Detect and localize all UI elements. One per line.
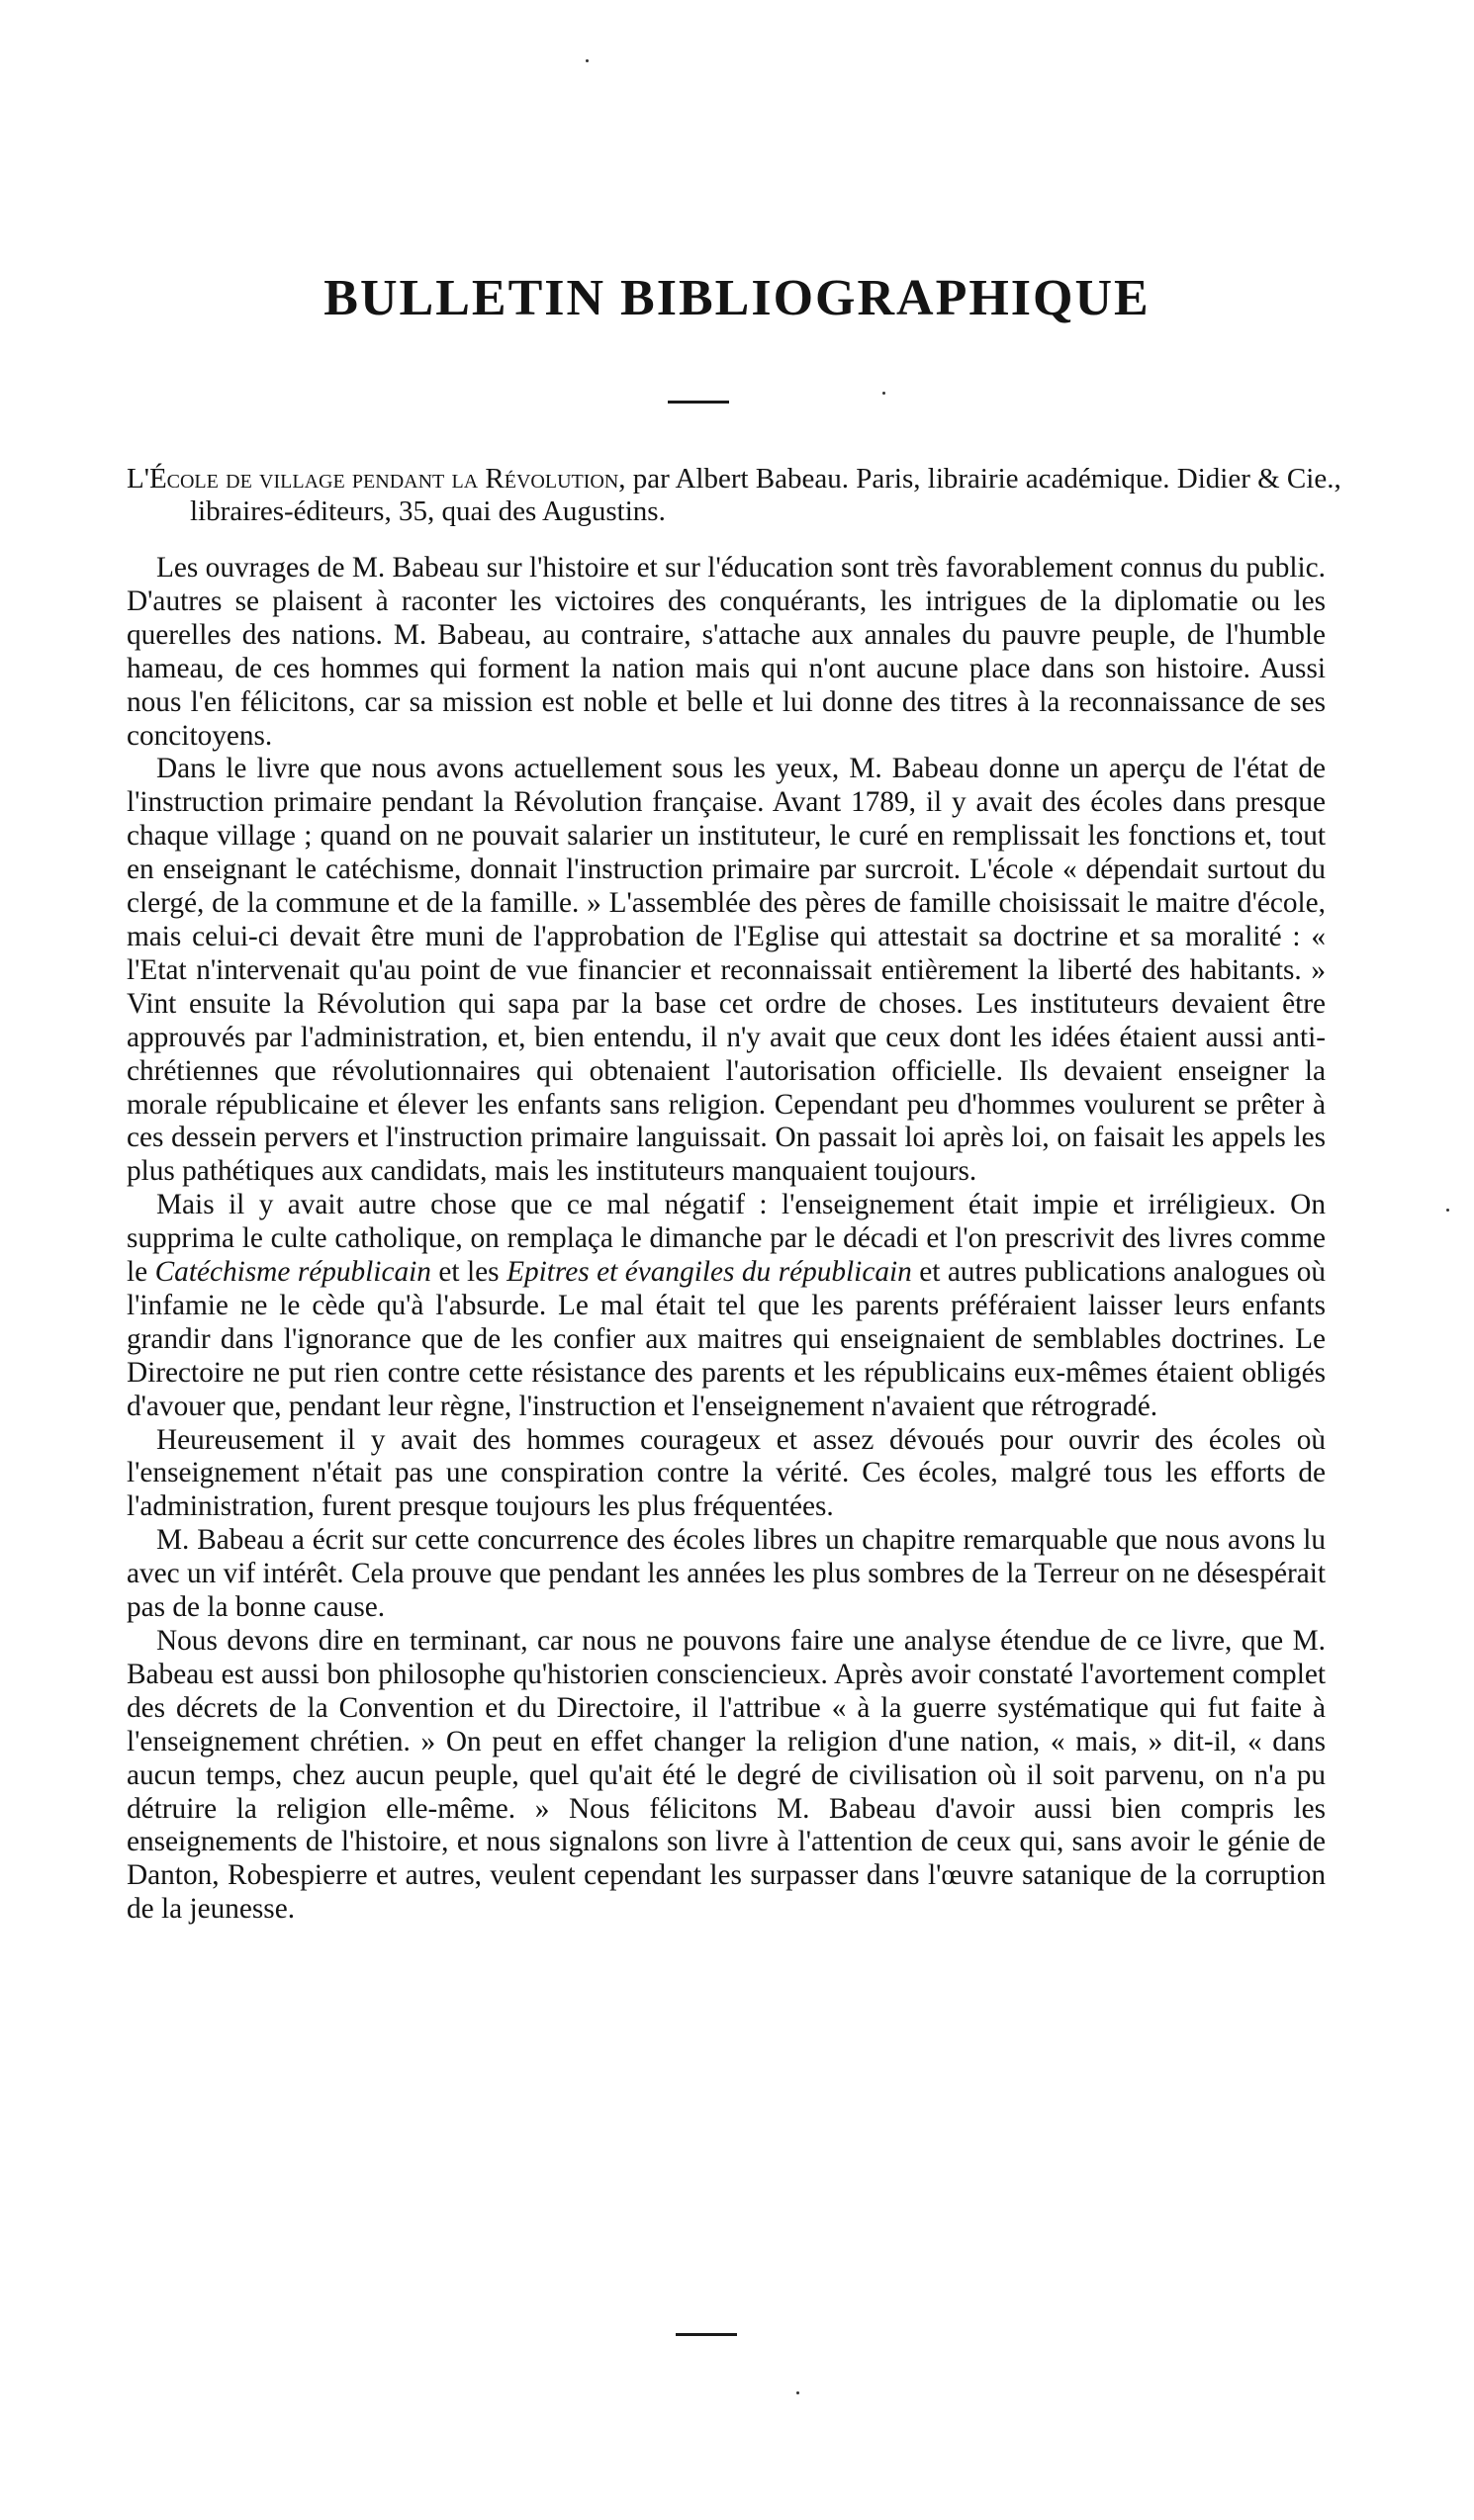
paragraph-text: et les [430,1256,507,1289]
end-divider [676,2333,737,2336]
review-paragraph: Heureusement il y avait des hommes courageux et assez dévoués pour ouvrir des écoles où l'enseignement n'était pas une conspiration contre la vérité. Ces écoles, malgré tous les efforts de l'administration, furent presque toujours les plus fréquentées. [127,1423,1326,1523]
title-divider [668,401,729,404]
review-paragraph: M. Babeau a écrit sur cette concurrence des écoles libres un chapitre remarquable que nous avons lu avec un vif intérêt. Cela prouve que pendant les années les plus sombres de la Terreur on ne désespérait pas de la bonne cause. [127,1524,1326,1624]
page-speck [796,2391,799,2394]
page-title: BULLETIN BIBLIOGRAPHIQUE [323,270,1151,326]
review-paragraph: Nous devons dire en terminant, car nous ne pouvons faire une analyse étendue de ce livre, que M. Babeau est aussi bon philosophe qu'historien consciencieux. Après avoir constaté l'avortement complet des décrets de la Convention et du Directoire, il l'attribue « à la guerre systématique qui fut faite à l'enseignement chrétien. » On peut en effet changer la religion d'une nation, « mais, » dit-il, « dans aucun temps, chez aucun peuple, quel qu'ait été le degré de civilisation où il soit parvenu, on n'a pu détruire la religion elle-même. » Nous félicitons M. Babeau d'avoir aussi bien compris les enseignements de l'histoire, et nous signalons son livre à l'attention de ceux qui, sans avoir le génie de Danton, Robespierre et autres, veulent cependant les surpasser dans l'œuvre satanique de la corruption de la jeunesse. [127,1625,1326,1926]
book-reference-italic: Catéchisme républicain [154,1256,431,1289]
page-speck [1446,1209,1449,1212]
review-paragraph [127,1189,1326,1423]
entry-heading [127,463,1389,528]
paragraph-text: Mais il y avait autre chose que ce mal négatif : l'enseignement était impie et irréligieux. On supprima le culte catholique, on remplaça le dimanche par le décadi et l'on prescrivit des livres comme le [127,1189,1326,1289]
review-paragraph: Dans le livre que nous avons actuellement sous les yeux, M. Babeau donne un aperçu de l'état de l'instruction primaire pendant la Révolution française. Avant 1789, il y avait des écoles dans presque chaque village ; quand on ne pouvait salarier un instituteur, le curé en remplissait les fonctions et, tout en enseignant le catéchisme, donnait l'instruction primaire par surcroit. L'école « dépendait surtout du clergé, de la commune et de la famille. » L'assemblée des pères de famille choisissait le maitre d'école, mais celui-ci devait être muni de l'approbation de l'Eglise qui attestait sa doctrine et sa moralité : « l'Etat n'intervenait qu'au point de vue financier et reconnaissait entièrement la liberté des habitants. » Vint ensuite la Révolution qui sapa par la base cet ordre de choses. Les instituteurs devaient être approuvés par l'administration, et, bien entendu, il n'y avait que ceux dont les idées étaient aussi anti-chrétiennes que révolutionnaires qui obtenaient l'autorisation officielle. Ils devaient enseigner la morale républicaine et élever les enfants sans religion. Cependant peu d'hommes voulurent se prêter à ces dessein pervers et l'instruction primaire languissait. On passait loi après loi, on faisait les appels les plus pathétiques aux candidats, mais les instituteurs manquaient toujours. [127,753,1326,1188]
author-publisher-line: par Albert Babeau. Paris, librairie académique. Didier & Cie., libraires-éditeurs, 35, quai des Augustins. [190,463,1341,527]
review-body [127,552,1326,1927]
page-speck [586,59,589,62]
review-paragraph: Les ouvrages de M. Babeau sur l'histoire et sur l'éducation sont très favorablement connus du public. D'autres se plaisent à raconter les victoires des conquérants, les intrigues de la diplomatie ou les querelles des nations. M. Babeau, au contraire, s'attache aux annales du pauvre peuple, de l'humble hameau, de ces hommes qui forment la nation mais qui n'ont aucune place dans son histoire. Aussi nous l'en félicitons, car sa mission est noble et belle et lui donne des titres à la reconnaissance de ses concitoyens. [127,552,1326,752]
book-reference-italic: Epitres et évangiles du républicain [507,1256,912,1289]
book-title: L'École de village pendant la Révolution, [127,463,626,495]
page-speck [882,392,885,395]
paragraph-text: et autres publications analogues où l'infamie ne le cède qu'à l'absurde. Le mal était tel que les parents préféraient laisser leurs enfants grandir dans l'ignorance que de les confier aux maitres qui enseignaient de semblables doctrines. Le Directoire ne put rien contre cette résistance des parents et les républicains eux-mêmes étaient obligés d'avouer que, pendant leur règne, l'instruction et l'enseignement n'avaient que rétrogradé. [127,1256,1326,1422]
